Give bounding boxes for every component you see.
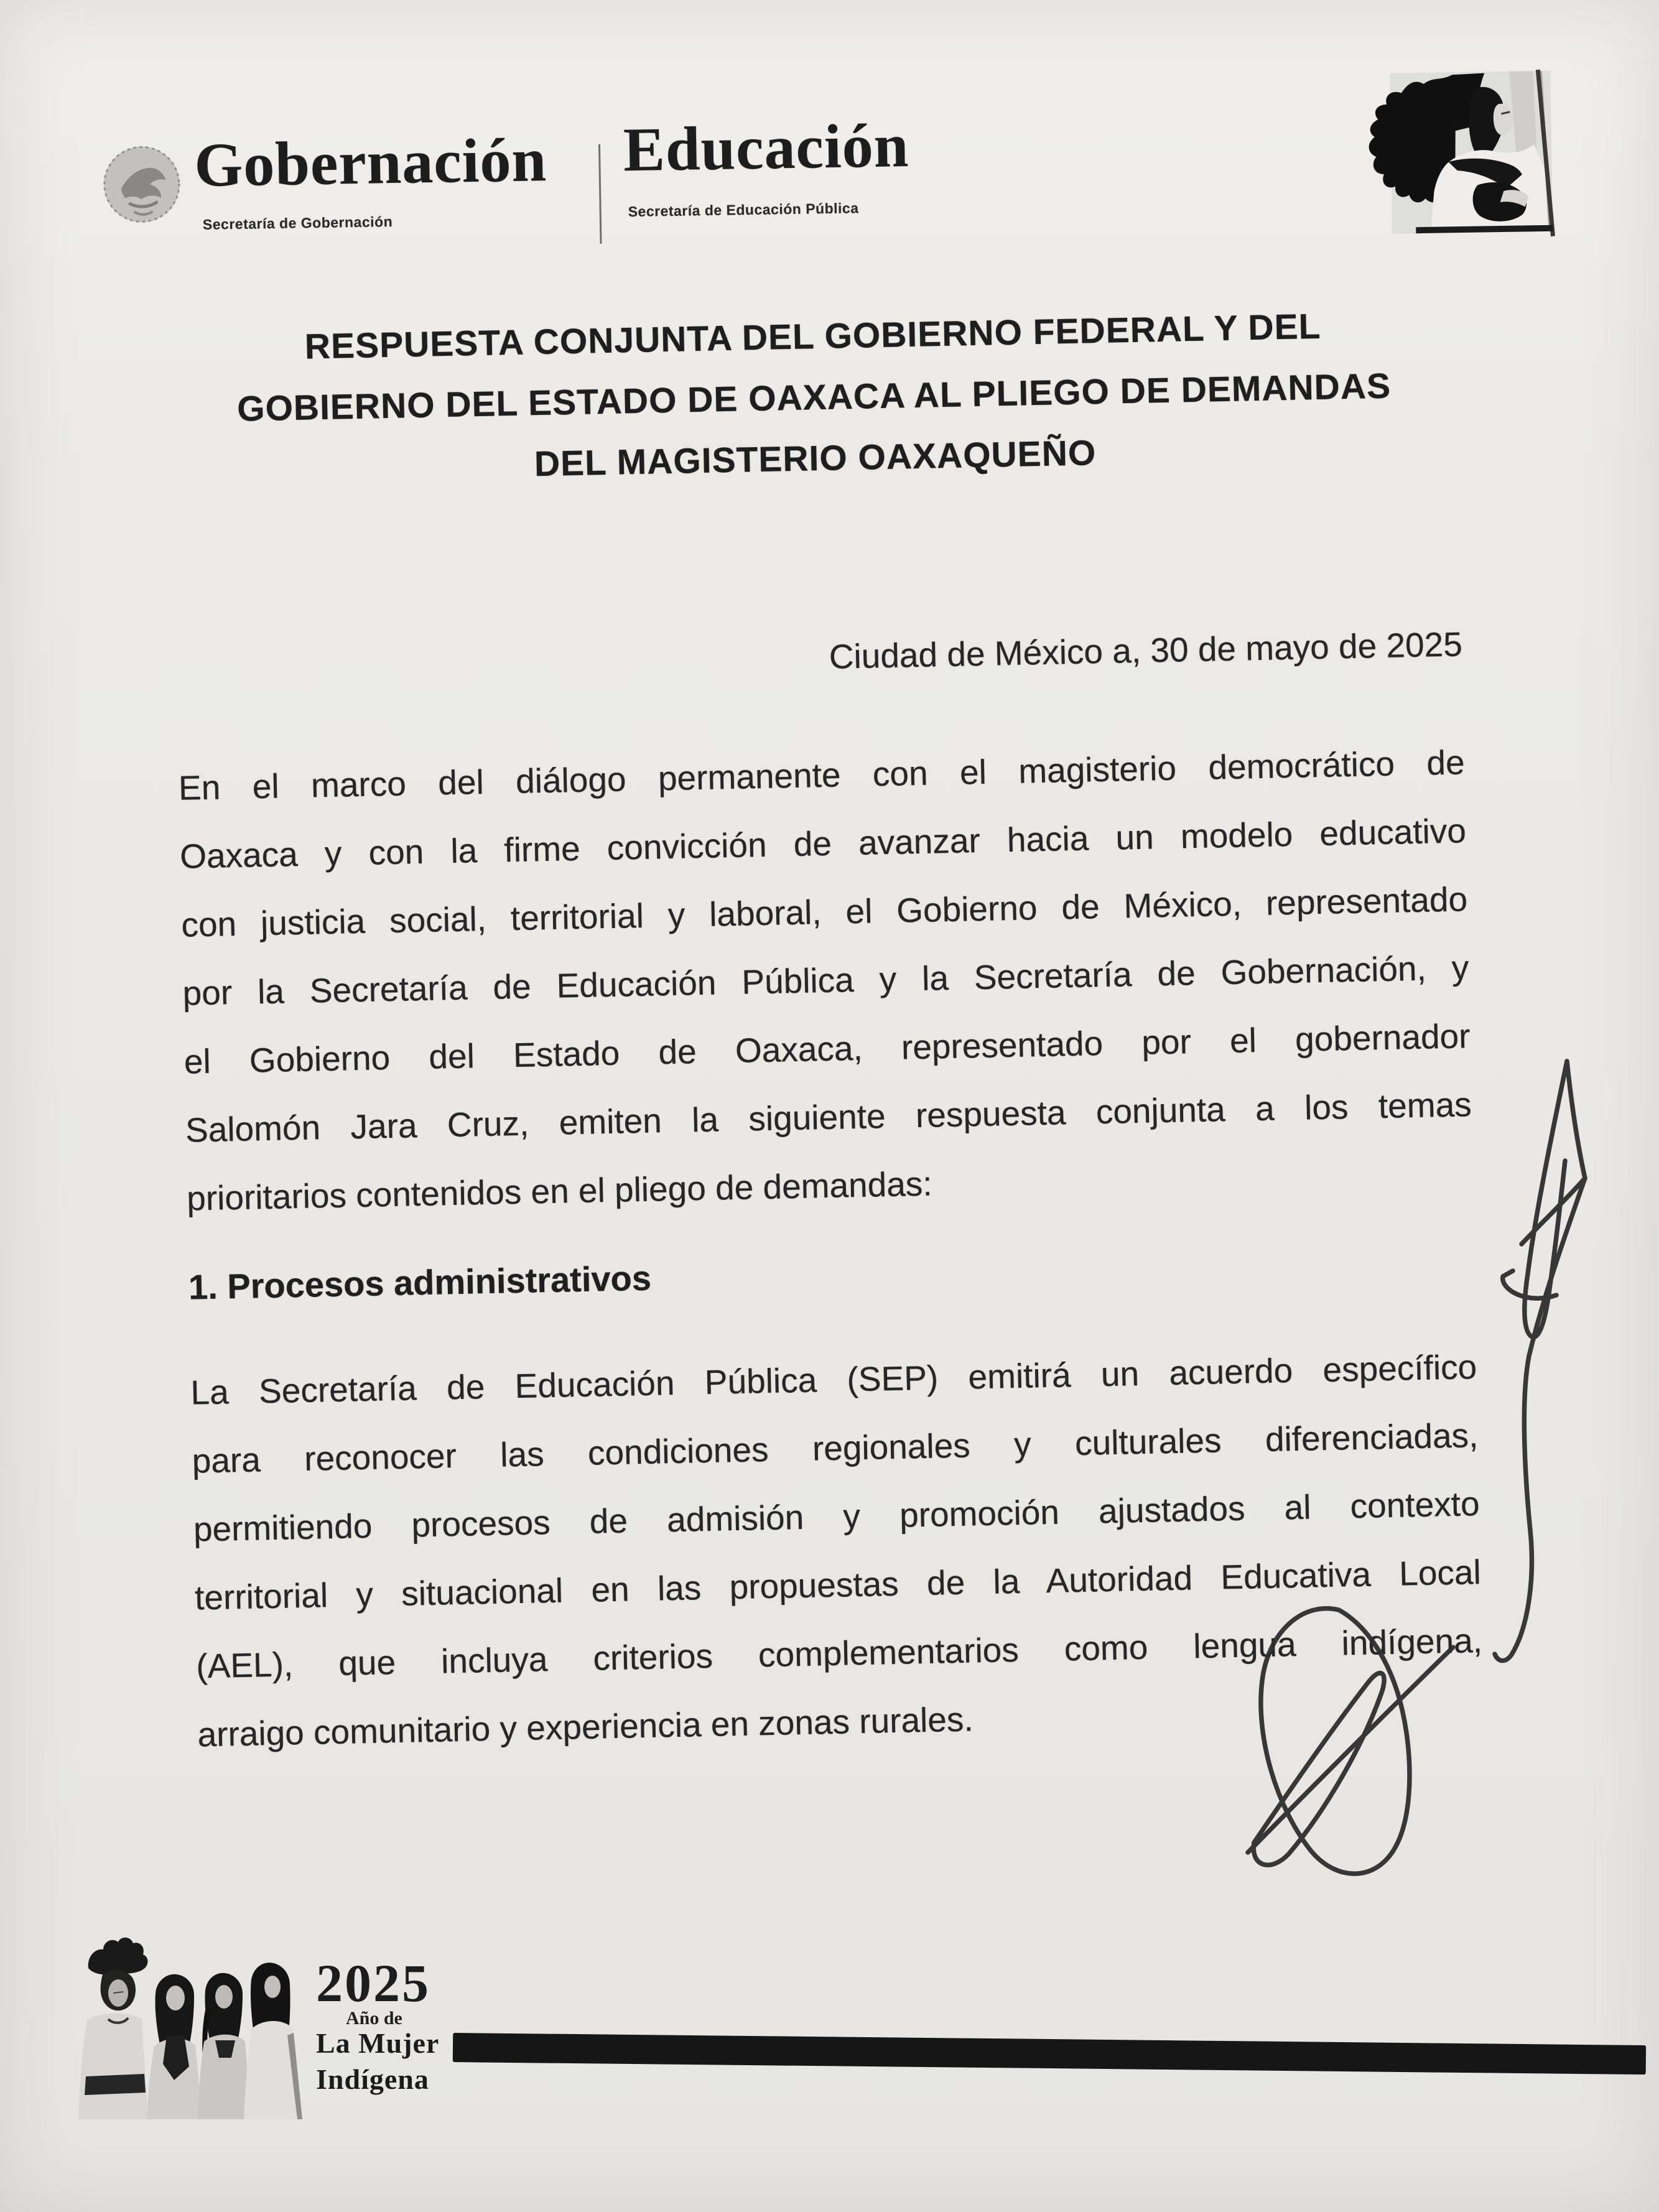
indigenous-women-artwork xyxy=(51,1936,312,2119)
educacion-wordmark: Educación xyxy=(623,111,910,185)
body-line: (AEL), que incluya criterios complementarios como lengua indígena, xyxy=(195,1621,1483,1686)
gobernacion-wordmark: Gobernación xyxy=(193,125,547,200)
gobernacion-subtitle: Secretaría de Gobernación xyxy=(202,213,393,233)
dateline: Ciudad de México a, 30 de mayo de 2025 xyxy=(829,625,1463,676)
title-line: GOBIERNO DEL ESTADO DE OAXACA AL PLIEGO DE DEMANDAS xyxy=(236,366,1392,429)
logo-divider xyxy=(598,144,602,244)
flag-bearer-photo xyxy=(1354,68,1563,243)
footer-tagline-line: Indígena xyxy=(316,2063,429,2095)
letterhead xyxy=(0,0,1659,299)
section-heading: 1. Procesos administrativos xyxy=(188,1258,652,1307)
footer-bar xyxy=(453,2033,1646,2075)
educacion-subtitle: Secretaría de Educación Pública xyxy=(628,200,859,220)
title-line: DEL MAGISTERIO OAXAQUEÑO xyxy=(534,433,1097,485)
body-line: La Secretaría de Educación Pública (SEP) emitirá un acuerdo específico xyxy=(190,1347,1477,1412)
footer-tagline-line: Año de xyxy=(346,2008,402,2028)
body-line: Salomón Jara Cruz, emiten la siguiente respuesta conjunta a los temas xyxy=(185,1085,1472,1150)
mexican-eagle-seal-icon xyxy=(98,137,187,238)
title-line: RESPUESTA CONJUNTA DEL GOBIERNO FEDERAL Y DEL xyxy=(304,306,1322,367)
footer-tagline-line: La Mujer xyxy=(316,2027,440,2059)
body-line: En el marco del diálogo permanente con el magisterio democrático de xyxy=(178,743,1466,807)
body-line: con justicia social, territorial y laboral, el Gobierno de México, representado xyxy=(180,880,1468,944)
body-line: por la Secretaría de Educación Pública y la Secretaría de Gobernación, y xyxy=(182,948,1469,1013)
body-line: Oaxaca y con la firme convicción de avanzar hacia un modelo educativo xyxy=(179,811,1467,876)
footer-year: 2025 xyxy=(316,1953,430,2013)
body-line: el Gobierno del Estado de Oaxaca, representado por el gobernador xyxy=(184,1016,1471,1081)
body-line: para reconocer las condiciones regionales y culturales diferenciadas, xyxy=(192,1416,1479,1480)
body-line: arraigo comunitario y experiencia en zonas rurales. xyxy=(197,1699,974,1754)
body-line: permitiendo procesos de admisión y promoción ajustados al contexto xyxy=(193,1484,1480,1549)
document-body xyxy=(169,290,1485,1821)
body-line: prioritarios contenidos en el pliego de demandas: xyxy=(186,1164,933,1218)
body-line: territorial y situacional en las propuestas de la Autoridad Educativa Local xyxy=(194,1553,1482,1617)
